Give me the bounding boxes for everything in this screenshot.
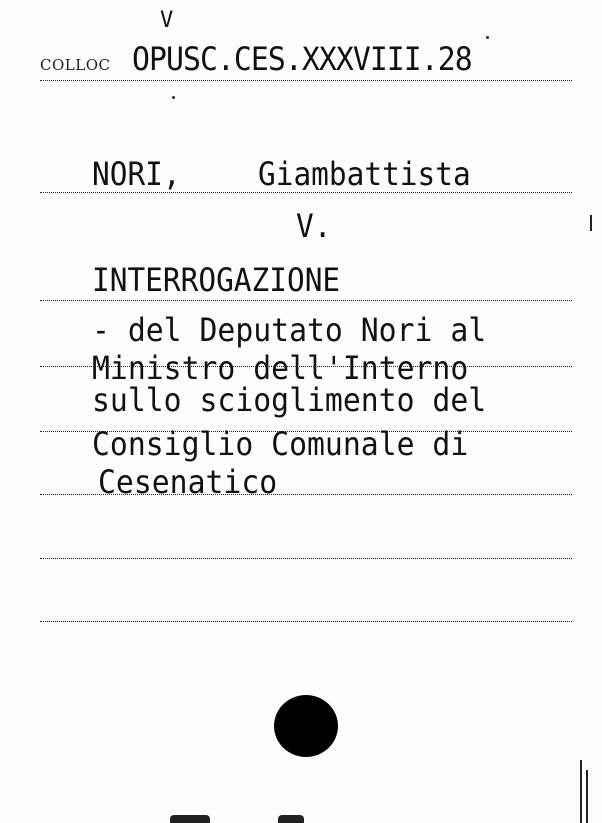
top-handwritten-mark: V [160, 8, 174, 33]
rule-line [40, 80, 572, 81]
edge-mark [590, 215, 592, 231]
rule-line [40, 494, 572, 495]
ink-dot [486, 36, 489, 39]
description-line: Ministro dell'Interno [92, 349, 469, 387]
edge-mark [586, 770, 588, 823]
rule-line [40, 300, 572, 301]
ink-dot [172, 96, 175, 99]
rule-line [40, 366, 572, 367]
cut-off-text-fragment [278, 815, 304, 823]
cut-off-text-fragment [170, 815, 210, 823]
description-line: Cesenatico [98, 463, 278, 501]
collocation-value: OPUSC.CES.XXXVIII.28 [132, 40, 472, 78]
see-also-marker: V. [296, 207, 332, 245]
rule-line [40, 192, 572, 193]
rule-line [40, 621, 572, 622]
edge-mark [580, 760, 582, 823]
description-line: - del Deputato Nori al [92, 311, 487, 349]
rule-line [40, 558, 572, 559]
subject-heading: INTERROGAZIONE [92, 261, 341, 299]
punch-hole [274, 695, 338, 757]
description-line: Consiglio Comunale di [92, 425, 469, 463]
author-given-name: Giambattista [258, 155, 471, 193]
collocation-label: COLLOC [40, 56, 111, 74]
description-line: sullo scioglimento del [92, 381, 487, 419]
author-surname: NORI, [92, 155, 181, 193]
